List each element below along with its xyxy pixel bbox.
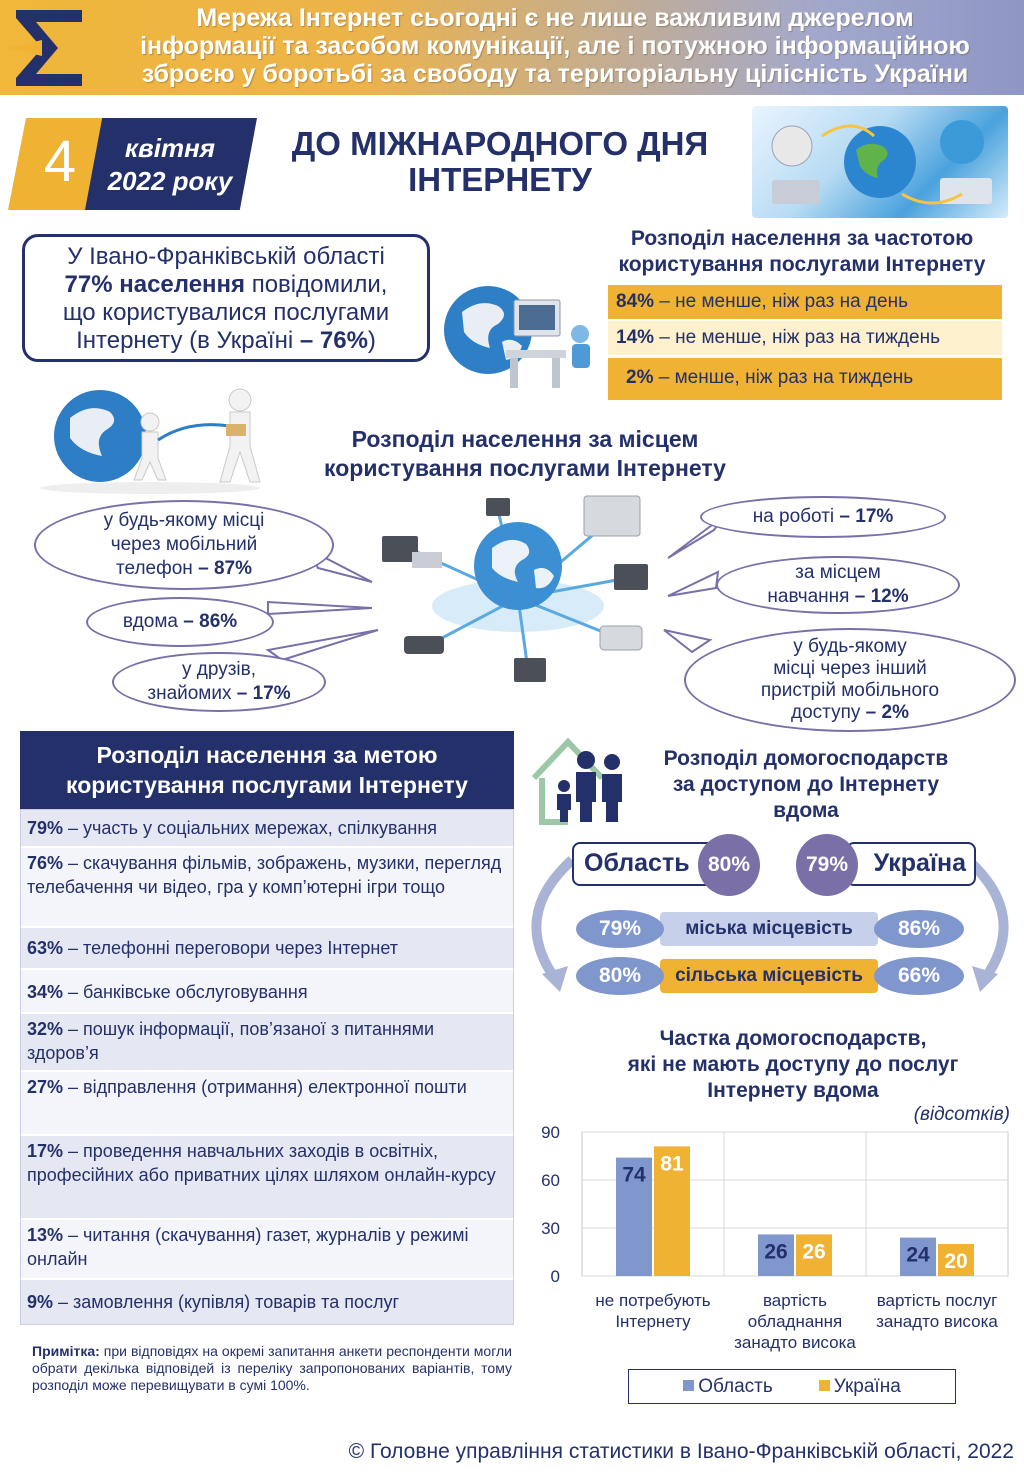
x-category-label: занадто висока bbox=[734, 1333, 856, 1352]
bubble-text: пристрій мобільного bbox=[760, 680, 940, 701]
purpose-pct: 27% bbox=[27, 1077, 64, 1097]
internet-collage-image bbox=[752, 106, 1008, 218]
x-category-label: обладнання bbox=[747, 1312, 843, 1331]
bubble-pct: – 86% bbox=[183, 611, 238, 632]
location-title-line: Розподіл населення за місцем bbox=[351, 426, 699, 452]
house-family-icon bbox=[528, 734, 628, 826]
people-globe-icon bbox=[30, 378, 280, 496]
bubble-text bbox=[147, 682, 290, 706]
y-tick-label: 30 bbox=[541, 1219, 560, 1238]
bubble-text: у друзів, bbox=[181, 659, 257, 680]
purpose-row bbox=[21, 928, 513, 970]
legend-swatch bbox=[683, 1380, 694, 1391]
region-pct: 80% bbox=[698, 834, 760, 896]
bar-value-label: 24 bbox=[906, 1243, 930, 1267]
bubble-text: у будь-якому bbox=[793, 636, 907, 657]
purpose-pct: 17% bbox=[27, 1141, 64, 1161]
bubble-pct: – 87% bbox=[198, 558, 252, 579]
banner-line: інформації та засобом комунікації, але і потужною інформаційною bbox=[140, 32, 970, 60]
household-title bbox=[626, 746, 986, 824]
bar-value-label: 20 bbox=[944, 1250, 968, 1273]
purpose-title-line: користування послугами Інтернету bbox=[66, 772, 468, 798]
urban-region-pct: 79% bbox=[576, 910, 664, 948]
footnote-text: при відповідях на окремі запитання анкети респонденти могли обрати декілька відповідей із переліку запропонованих варіантів, тому розподіл може перевищувати в сумі 100%. bbox=[32, 1343, 512, 1393]
bubble-pct: – 2% bbox=[865, 702, 909, 723]
purpose-text: – замовлення (купівля) товарів та послуг bbox=[53, 1292, 400, 1312]
chart-title-line: які не мають доступу до послуг bbox=[627, 1053, 959, 1076]
x-category-label: не потребують bbox=[595, 1291, 711, 1310]
chart-title-line: Частка домогосподарств, bbox=[659, 1027, 927, 1050]
purpose-table-header bbox=[20, 731, 514, 809]
purpose-text: – телефонні переговори через Інтернет bbox=[63, 938, 398, 958]
bubble-text: вдома bbox=[122, 611, 184, 632]
household-title-line: за доступом до Інтернету bbox=[672, 773, 940, 796]
bar-value-label: 26 bbox=[802, 1240, 826, 1264]
bubble-text bbox=[104, 557, 265, 581]
x-category-label: вартість bbox=[762, 1291, 828, 1310]
frequency-title-line: Розподіл населення за частотою bbox=[630, 227, 974, 250]
banner-line: зброєю у боротьбі за свободу та територіальну цілісність України bbox=[141, 60, 969, 88]
bubble-mobile-phone bbox=[34, 500, 334, 590]
date-year: 2022 року bbox=[107, 166, 233, 196]
stat-text: ) bbox=[367, 327, 376, 354]
purpose-pct: 9% bbox=[27, 1292, 54, 1312]
bubble-text: на роботі bbox=[752, 506, 840, 527]
x-category-label: вартість послуг bbox=[876, 1291, 998, 1310]
bubble-text: знайомих bbox=[147, 683, 237, 704]
collage-globes-icon bbox=[752, 106, 1008, 218]
frequency-text: – менше, ніж раз на тиждень bbox=[653, 367, 914, 388]
chart-units: (відсотків) bbox=[913, 1104, 1010, 1125]
date-month: квітня bbox=[124, 133, 216, 163]
bar-value-label: 26 bbox=[764, 1240, 788, 1264]
bubble-work bbox=[700, 496, 946, 538]
stat-line: У Івано-Франківській області bbox=[67, 243, 385, 270]
purpose-text: – скачування фільмів, зображень, музики, перегляд телебачення чи відео, гра у комп’ютерні ігри тощо bbox=[27, 853, 502, 897]
banner-text bbox=[100, 4, 1010, 88]
legend-swatch bbox=[819, 1380, 830, 1391]
y-tick-label: 0 bbox=[550, 1267, 560, 1286]
purpose-pct: 79% bbox=[27, 818, 64, 838]
stat-highlight: 77% населення bbox=[64, 271, 246, 298]
globe-computer-icon bbox=[440, 272, 600, 398]
internet-usage-stat-box bbox=[22, 234, 430, 362]
sigma-logo-icon bbox=[8, 6, 90, 90]
footnote bbox=[32, 1343, 512, 1394]
footnote-label: Примітка: bbox=[32, 1343, 100, 1359]
rural-ukraine-pct: 66% bbox=[874, 957, 964, 995]
bubble-text: у будь-якому місці bbox=[103, 510, 265, 531]
bubble-pct: – 17% bbox=[839, 506, 894, 527]
bubble-text: місці через інший bbox=[773, 658, 927, 679]
stat-line bbox=[25, 271, 427, 299]
bubble-text: за місцем bbox=[795, 562, 881, 583]
purpose-title-line: Розподіл населення за метою bbox=[96, 742, 438, 768]
page-title-line: ДО МІЖНАРОДНОГО ДНЯ bbox=[291, 125, 709, 162]
bubble-pct: – 12% bbox=[854, 586, 909, 607]
bubble-friends bbox=[112, 652, 326, 712]
bubble-text: через мобільний bbox=[110, 534, 258, 555]
legend-item-ukraine bbox=[819, 1376, 901, 1398]
location-title bbox=[280, 425, 770, 483]
purpose-row bbox=[21, 810, 513, 848]
purpose-text: – банківське обслуговування bbox=[63, 982, 308, 1002]
bar-value-label: 81 bbox=[660, 1152, 684, 1176]
purpose-text: – пошук інформації, пов’язаної з питаннями здоров’я bbox=[27, 1019, 435, 1063]
x-category-label: занадто висока bbox=[876, 1312, 998, 1331]
purpose-text: – читання (скачування) газет, журналів у режимі онлайн bbox=[27, 1225, 469, 1269]
bubble-text bbox=[767, 585, 908, 609]
rural-label: сільська місцевість bbox=[660, 959, 878, 993]
legend-item-region bbox=[683, 1376, 773, 1398]
page-title bbox=[270, 126, 730, 198]
purpose-row bbox=[21, 1220, 513, 1280]
rural-region-pct: 80% bbox=[576, 957, 664, 995]
purpose-row bbox=[21, 970, 513, 1014]
urban-ukraine-pct: 86% bbox=[874, 910, 964, 948]
bubble-pct: – 17% bbox=[236, 683, 291, 704]
urban-label: міська місцевість bbox=[660, 912, 878, 946]
bubble-text: доступу bbox=[791, 702, 866, 723]
purpose-pct: 76% bbox=[27, 853, 64, 873]
purpose-pct: 32% bbox=[27, 1019, 64, 1039]
purpose-text: – проведення навчальних заходів в освітніх, професійних або приватних цілях шляхом онлайн-курсу bbox=[27, 1141, 496, 1185]
legend-label: Україна bbox=[833, 1375, 901, 1397]
purpose-row bbox=[21, 1014, 513, 1072]
date-day: 4 bbox=[43, 129, 77, 194]
frequency-title-line: користування послугами Інтернету bbox=[618, 253, 986, 276]
frequency-text: – не менше, ніж раз на тиждень bbox=[654, 327, 941, 348]
stat-text: Інтернету (в Україні bbox=[76, 327, 300, 354]
frequency-title bbox=[582, 226, 1022, 278]
date-month-year bbox=[95, 132, 245, 198]
frequency-row-weekly bbox=[608, 321, 1002, 355]
bubble-text: навчання bbox=[767, 586, 855, 607]
purpose-row bbox=[21, 848, 513, 928]
y-tick-label: 60 bbox=[541, 1171, 560, 1190]
ukraine-pct: 79% bbox=[796, 834, 858, 896]
bubble-home bbox=[86, 597, 274, 647]
chart-title-line: Інтернету вдома bbox=[707, 1079, 879, 1102]
purpose-text: – участь у соціальних мережах, спілкування bbox=[63, 818, 438, 838]
purpose-table bbox=[20, 809, 514, 1325]
purpose-pct: 63% bbox=[27, 938, 64, 958]
purpose-row bbox=[21, 1072, 513, 1136]
legend-label: Область bbox=[698, 1375, 773, 1397]
purpose-row bbox=[21, 1136, 513, 1220]
household-title-line: Розподіл домогосподарств bbox=[663, 747, 949, 770]
footer-copyright: © Головне управління статистики в Івано-Франківській області, 2022 bbox=[348, 1440, 1014, 1463]
bar-value-label: 74 bbox=[622, 1163, 646, 1187]
ukraine-label: Україна bbox=[846, 842, 976, 886]
banner-line: Мережа Інтернет сьогодні є не лише важливим джерелом bbox=[196, 4, 914, 32]
frequency-text: – не менше, ніж раз на день bbox=[654, 291, 908, 312]
bubble-other-device bbox=[684, 628, 1016, 732]
frequency-pct: 14% bbox=[616, 327, 655, 348]
frequency-row-rare bbox=[608, 358, 1002, 400]
frequency-pct: 84% bbox=[616, 291, 655, 312]
frequency-pct: 2% bbox=[626, 367, 654, 388]
stat-line: що користувалися послугами bbox=[62, 299, 390, 326]
purpose-text: – відправлення (отримання) електронної пошти bbox=[63, 1077, 467, 1097]
stat-line bbox=[25, 327, 427, 355]
chart-title bbox=[588, 1026, 998, 1104]
bubble-text bbox=[761, 702, 939, 724]
frequency-row-daily bbox=[608, 285, 1002, 319]
x-category-label: Інтернету bbox=[615, 1312, 691, 1331]
chart-legend bbox=[628, 1369, 956, 1404]
stat-highlight: – 76% bbox=[299, 327, 368, 354]
purpose-pct: 13% bbox=[27, 1225, 64, 1245]
household-title-line: вдома bbox=[773, 799, 839, 822]
location-title-line: користування послугами Інтернету bbox=[324, 455, 726, 481]
stat-text: повідомили, bbox=[245, 271, 388, 298]
y-tick-label: 90 bbox=[541, 1123, 560, 1142]
purpose-pct: 34% bbox=[27, 982, 64, 1002]
bubble-study bbox=[716, 556, 960, 614]
page-title-line: ІНТЕРНЕТУ bbox=[408, 161, 592, 198]
bar-chart bbox=[530, 1120, 1014, 1360]
region-label: Область bbox=[572, 842, 720, 886]
purpose-row bbox=[21, 1280, 513, 1324]
bubble-text: телефон bbox=[116, 558, 199, 579]
